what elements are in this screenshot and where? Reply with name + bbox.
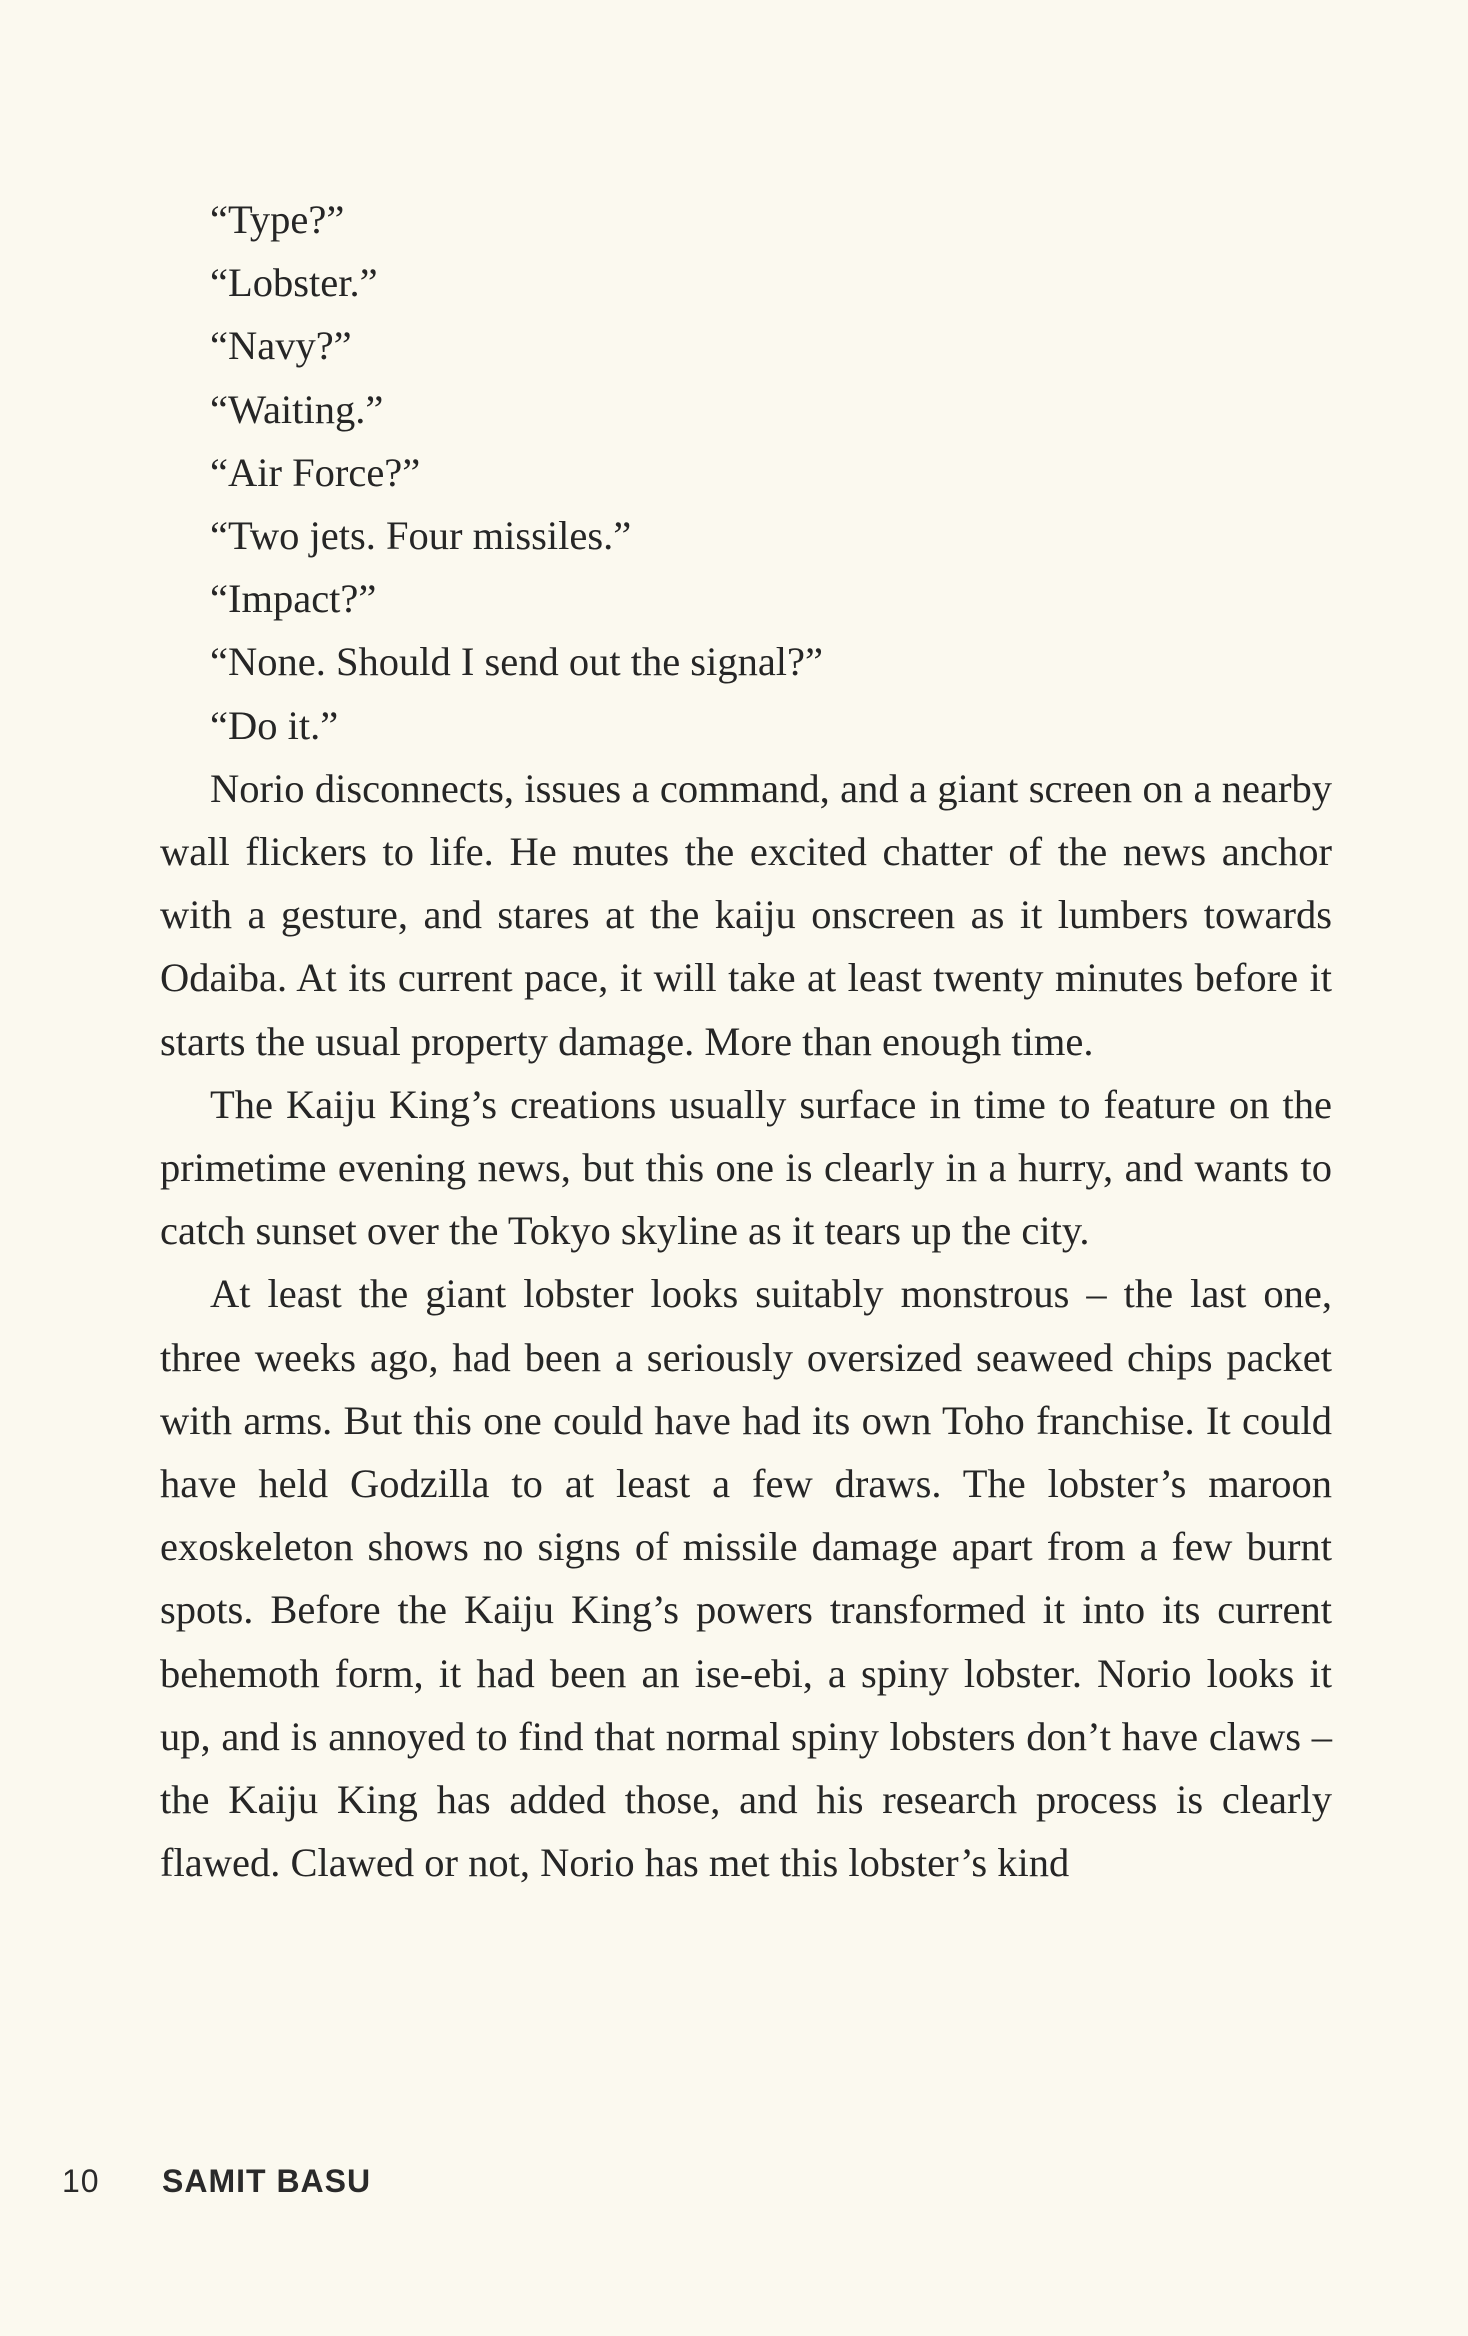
dialogue-line: “Two jets. Four missiles.” <box>210 513 632 559</box>
dialogue-line: “Navy?” <box>210 323 352 369</box>
body-paragraph: At least the giant lobster looks suitably monstrous – the last one, three weeks ago, had been a seriously oversized seaweed chips packet with arms. But this one could have had its own Toho franchise. It could have held Godzilla to at least a few draws. The lobster’s maroon exoskeleton shows no signs of missile damage apart from a few burnt spots. Before the Kaiju King’s powers transformed it into its current behemoth form, it had been an ise-ebi, a spiny lobster. Norio looks it up, and is annoyed to find that normal spiny lobsters don’t have claws – the Kaiju King has added those, and his research process is clearly flawed. Clawed or not, Norio has met this lobster’s kind <box>160 1271 1332 1886</box>
page-body-text <box>160 188 1332 1894</box>
body-paragraph: Norio disconnects, issues a command, and a giant screen on a nearby wall flickers to life. He mutes the excited chatter of the news anchor with a gesture, and stares at the kaiju onscreen as it lumbers towards Odaiba. At its current pace, it will take at least twenty minutes before it starts the usual property damage. More than enough time. <box>160 765 1332 1064</box>
dialogue-line: “Lobster.” <box>210 260 378 306</box>
dialogue-line: “None. Should I send out the signal?” <box>210 639 823 685</box>
dialogue-line: “Type?” <box>210 197 345 242</box>
dialogue-line: “Waiting.” <box>210 386 384 432</box>
page-number: 10 <box>62 2163 100 2199</box>
dialogue-line: “Do it.” <box>210 702 339 748</box>
dialogue-line: “Air Force?” <box>210 449 421 495</box>
body-paragraph: The Kaiju King’s creations usually surface in time to feature on the primetime evening news, but this one is clearly in a hurry, and wants to catch sunset over the Tokyo skyline as it tears up the city. <box>160 1081 1332 1254</box>
running-head-author: SAMIT BASU <box>162 2163 372 2199</box>
dialogue-line: “Impact?” <box>210 576 377 622</box>
page-footer <box>0 2163 1468 2211</box>
